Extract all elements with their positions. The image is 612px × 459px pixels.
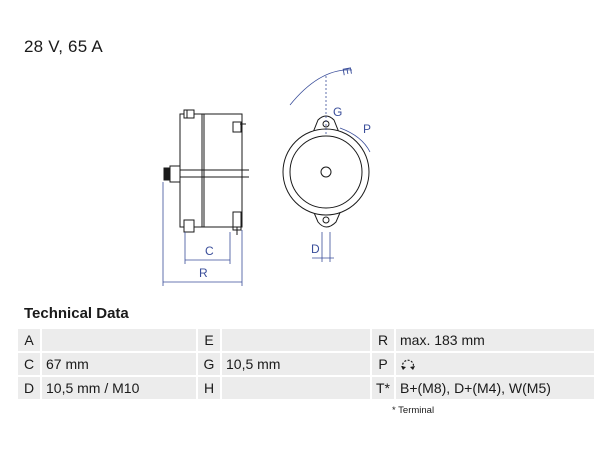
spec-key: C: [18, 353, 40, 375]
dimension-label-g: G: [333, 105, 343, 119]
spec-key: G: [198, 353, 220, 375]
technical-data-table: [18, 327, 594, 401]
spec-key: T*: [372, 377, 394, 399]
dimension-label-r: R: [199, 266, 208, 280]
spec-key: P: [372, 353, 394, 375]
dimension-label-d: D: [311, 242, 320, 256]
rotation-direction-icon: [400, 358, 416, 372]
table-row: [18, 377, 594, 399]
spec-value: [222, 329, 370, 351]
spec-key: A: [18, 329, 40, 351]
terminal-footnote: * Terminal: [392, 405, 435, 416]
spec-value: max. 183 mm: [396, 329, 594, 351]
spec-value: 10,5 mm / M10: [42, 377, 196, 399]
spec-value: 10,5 mm: [222, 353, 370, 375]
spec-value: [222, 377, 370, 399]
side-view: [164, 110, 249, 235]
spec-value: [42, 329, 196, 351]
dimension-label-c: C: [205, 244, 214, 258]
spec-value: 67 mm: [42, 353, 196, 375]
spec-value-rotation: [396, 353, 594, 375]
table-row: [18, 329, 594, 351]
spec-value: B+(M8), D+(M4), W(M5): [396, 377, 594, 399]
dimension-label-p: P: [363, 122, 372, 136]
spec-key: H: [198, 377, 220, 399]
dimension-label-e: E: [339, 66, 355, 77]
spec-key: R: [372, 329, 394, 351]
technical-data-title: Technical Data: [24, 305, 129, 322]
page-title: 28 V, 65 A: [24, 37, 103, 56]
spec-key: D: [18, 377, 40, 399]
table-row: [18, 353, 594, 375]
spec-key: E: [198, 329, 220, 351]
